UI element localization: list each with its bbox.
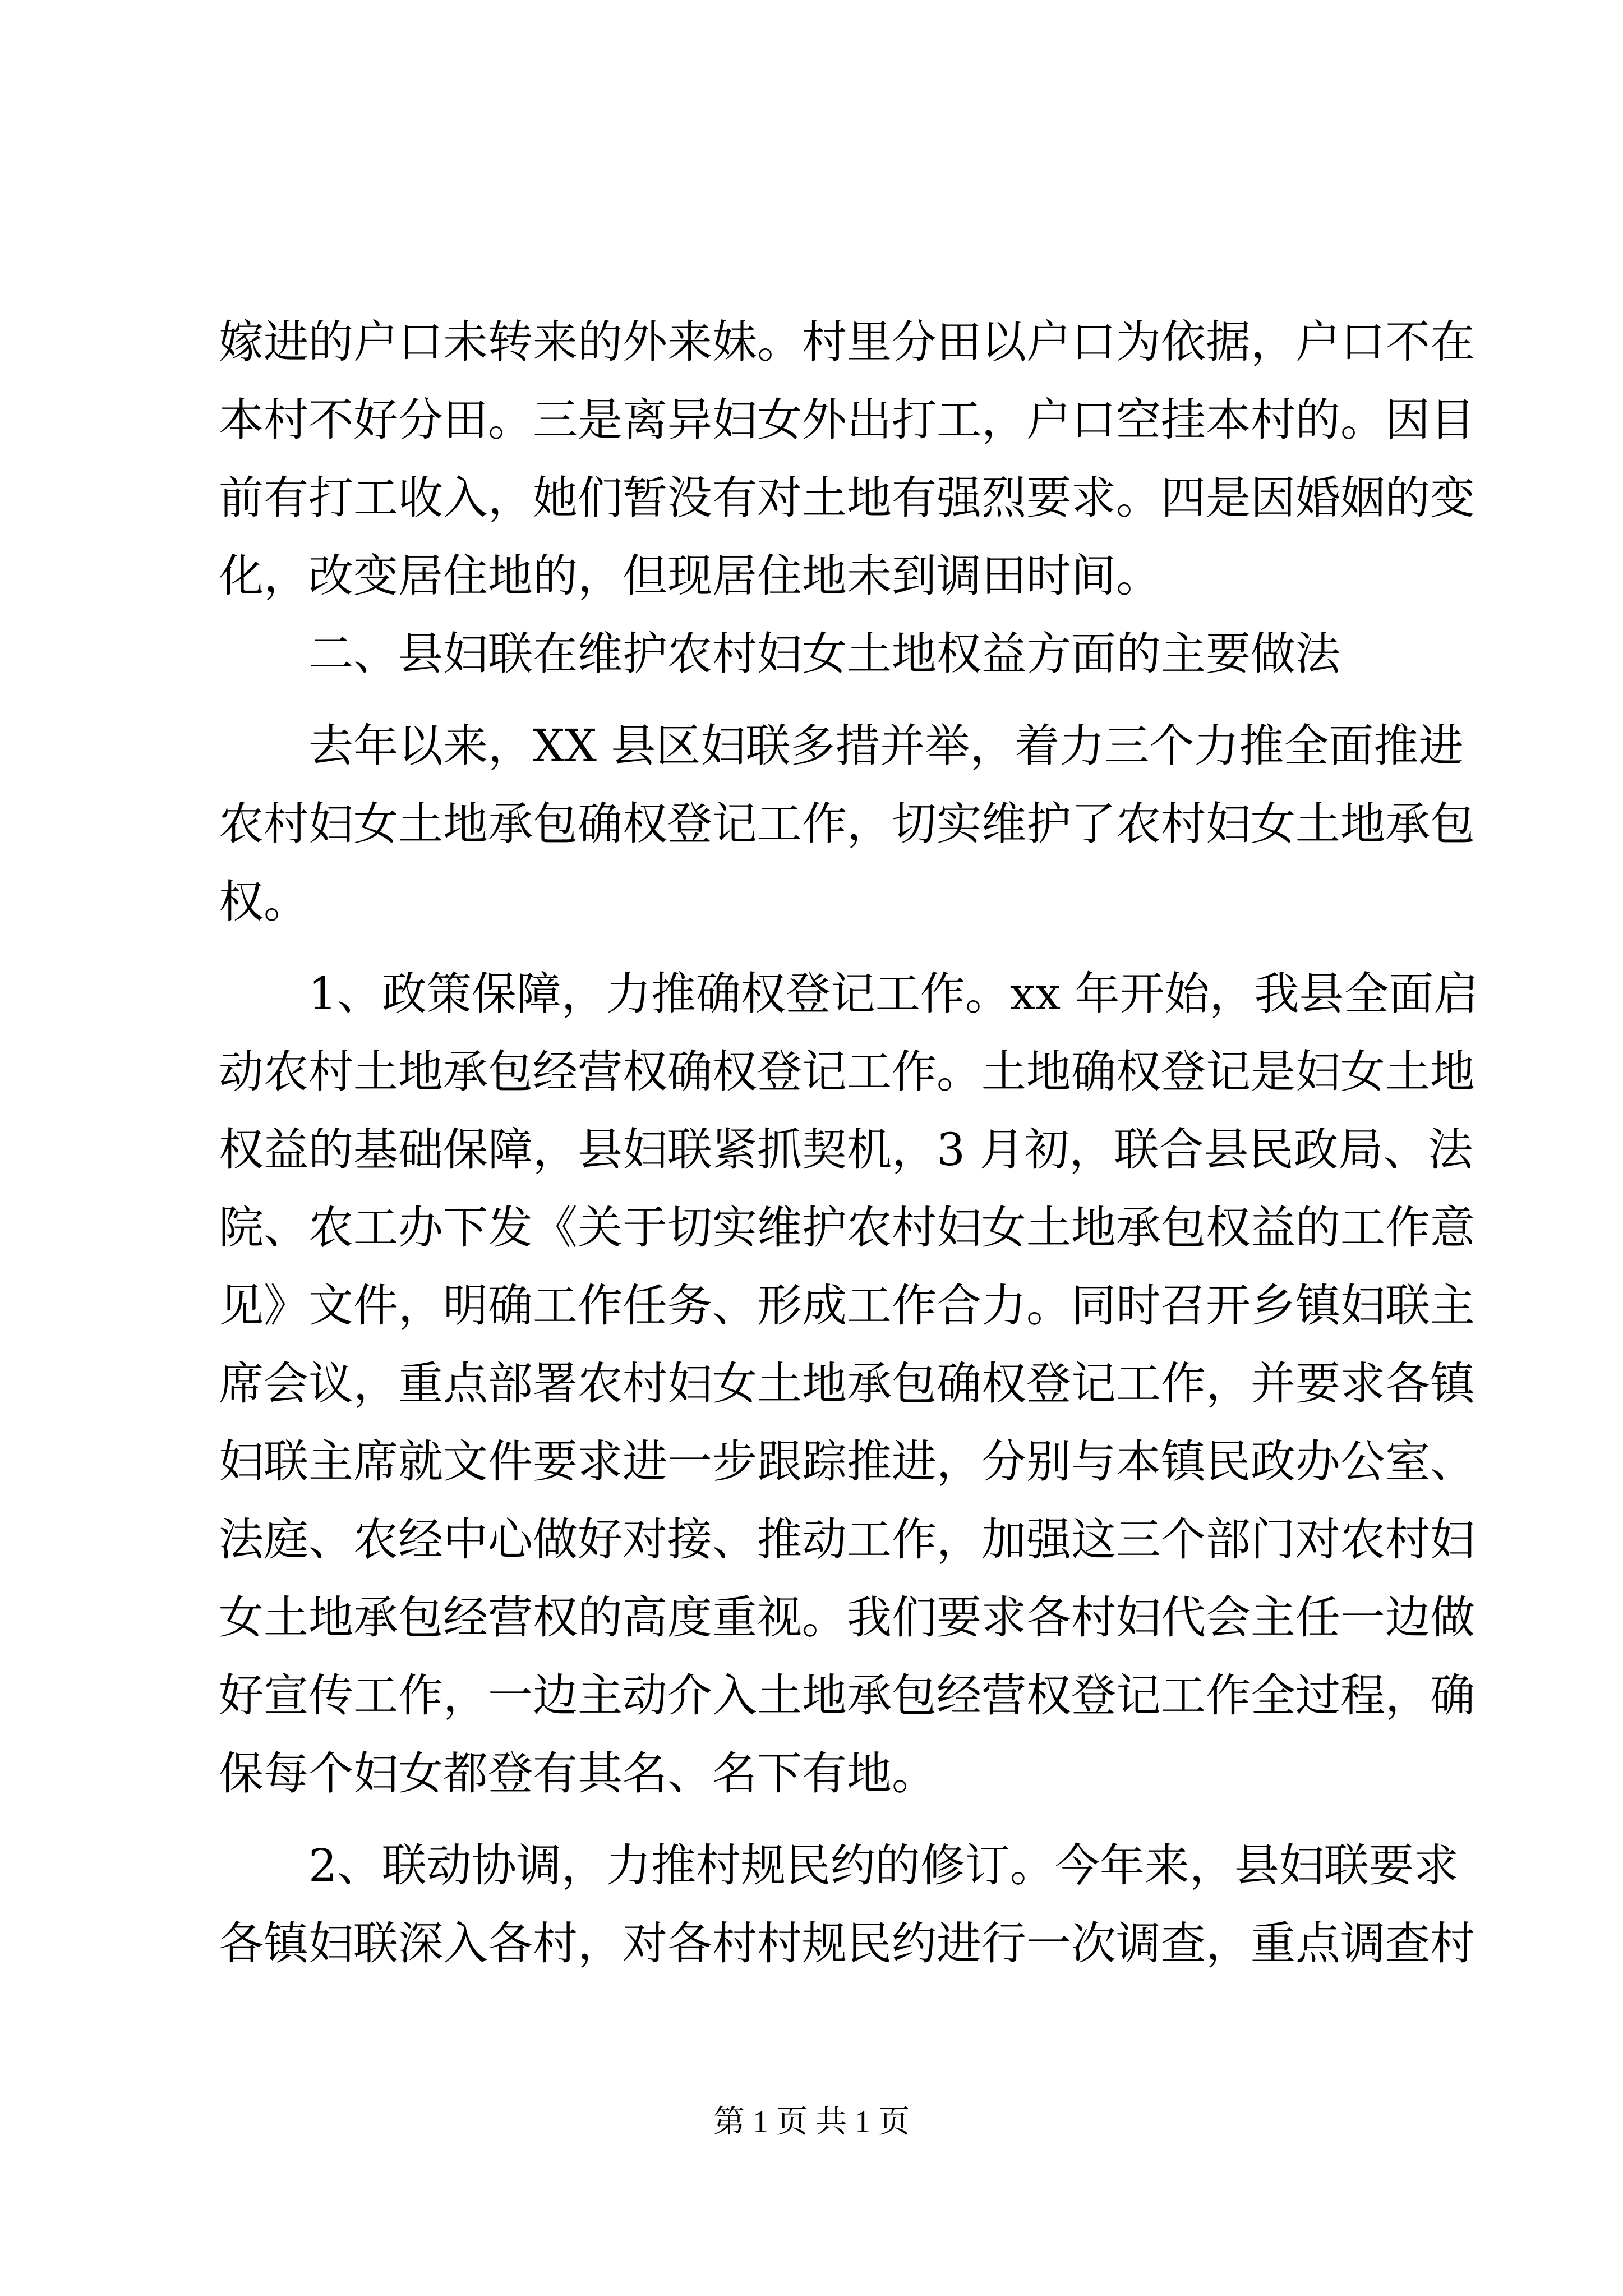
page-footer: 第 1 页 共 1 页 bbox=[713, 2105, 910, 2139]
text-line: 院、农工办下发《关于切实维护农村妇女土地承包权益的工作意 bbox=[219, 1202, 1475, 1254]
text-line: 权。 bbox=[219, 876, 308, 928]
text-line: 二、县妇联在维护农村妇女土地权益方面的主要做法 bbox=[308, 628, 1340, 680]
text-line: 法庭、农经中心做好对接、推动工作，加强这三个部门对农村妇 bbox=[219, 1513, 1475, 1566]
text-line: 女土地承包经营权的高度重视。我们要求各村妇代会主任一边做 bbox=[219, 1591, 1475, 1644]
paragraph bbox=[219, 303, 1475, 615]
text-line: 见》文件，明确工作任务、形成工作合力。同时召开乡镇妇联主 bbox=[219, 1280, 1475, 1332]
paragraph bbox=[219, 707, 1475, 941]
paragraph-gap bbox=[219, 693, 1424, 707]
paragraph-gap bbox=[219, 1812, 1424, 1826]
text-line: 本村不好分田。三是离异妇女外出打工，户口空挂本村的。因目 bbox=[219, 394, 1475, 446]
text-line: 席会议，重点部署农村妇女土地承包确权登记工作，并要求各镇 bbox=[219, 1358, 1475, 1410]
text-line: 1、政策保障，力推确权登记工作。xx 年开始，我县全面启 bbox=[308, 968, 1479, 1020]
text-line: 好宣传工作，一边主动介入土地承包经营权登记工作全过程，确 bbox=[219, 1669, 1475, 1722]
paragraph bbox=[219, 1826, 1475, 1982]
paragraph-gap bbox=[219, 941, 1424, 955]
document-body bbox=[219, 303, 1479, 1982]
text-line: 2、联动协调，力推村规民约的修订。今年来，县妇联要求 bbox=[308, 1839, 1459, 1892]
text-line: 保每个妇女都登有其名、名下有地。 bbox=[219, 1747, 937, 1800]
text-line: 动农村土地承包经营权确权登记工作。土地确权登记是妇女土地 bbox=[219, 1046, 1475, 1098]
text-line: 嫁进的户口未转来的外来妹。村里分田以户口为依据，户口不在 bbox=[219, 316, 1475, 368]
text-line: 化，改变居住地的，但现居住地未到调田时间。 bbox=[219, 550, 1161, 602]
text-line: 农村妇女土地承包确权登记工作，切实维护了农村妇女土地承包 bbox=[219, 798, 1475, 850]
text-line: 前有打工收入，她们暂没有对土地有强烈要求。四是因婚姻的变 bbox=[219, 472, 1475, 524]
paragraph bbox=[219, 615, 1424, 693]
text-line: 去年以来，XX 县区妇联多措并举，着力三个力推全面推进 bbox=[308, 720, 1464, 772]
paragraph bbox=[219, 955, 1479, 1812]
text-line: 妇联主席就文件要求进一步跟踪推进，分别与本镇民政办公室、 bbox=[219, 1435, 1475, 1488]
text-line: 权益的基础保障，县妇联紧抓契机，3 月初，联合县民政局、法 bbox=[219, 1124, 1473, 1176]
text-line: 各镇妇联深入各村，对各村村规民约进行一次调查，重点调查村 bbox=[219, 1917, 1475, 1970]
